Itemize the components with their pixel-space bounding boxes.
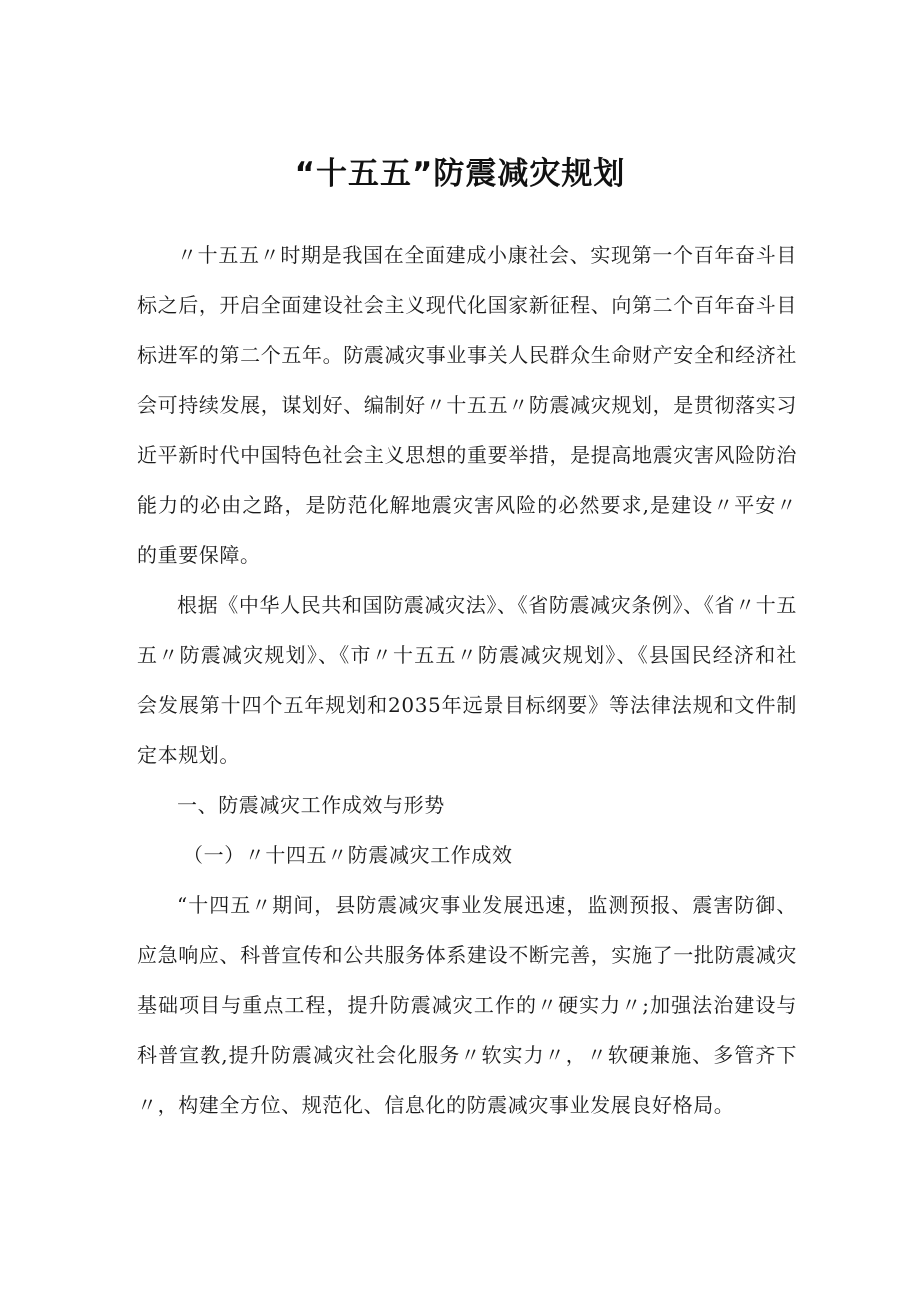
subsection-heading: （一）〃十四五〃防震减灾工作成效 [183, 843, 513, 867]
intro-paragraph: 〃十五五〃时期是我国在全面建成小康社会、实现第一个百年奋斗目标之后，开启全面建设社会主义现代化国家新征程、向第二个百年奋斗目标进军的第二个五年。防震减灾事业事关人民群众生命财产安全和经济社会可持续发展，谋划好、编制好〃十五五〃防震减灾规划，是贯彻落实习近平新时代中国特色社会主义思想的重要举措，是提高地震灾害风险防治能力的必由之路，是防范化解地震灾害风险的必然要求,是建设〃平安〃的重要保障。 [137, 243, 797, 567]
document-title: “十五五”防震减灾规划 [294, 155, 626, 192]
basis-paragraph: 根据《中华人民共和国防震减灾法》、《省防震减灾条例》、《省〃十五五〃防震减灾规划》、《市〃十五五〃防震减灾规划》、《县国民经济和社会发展第十四个五年规划和2035年远景目标纲要》等法律法规和文件制定本规划。 [137, 593, 797, 767]
section-heading: 一、防震减灾工作成效与形势 [177, 793, 445, 817]
achievements-paragraph: “十四五〃期间，县防震减灾事业发展迅速，监测预报、震害防御、应急响应、科普宣传和公共服务体系建设不断完善，实施了一批防震减灾基础项目与重点工程，提升防震减灾工作的〃硬实力〃;加强法治建设与科普宣教,提升防震减灾社会化服务〃软实力〃，〃软硬兼施、多管齐下〃，构建全方位、规范化、信息化的防震减灾事业发展良好格局。 [137, 893, 797, 1117]
document-body [137, 230, 797, 1130]
